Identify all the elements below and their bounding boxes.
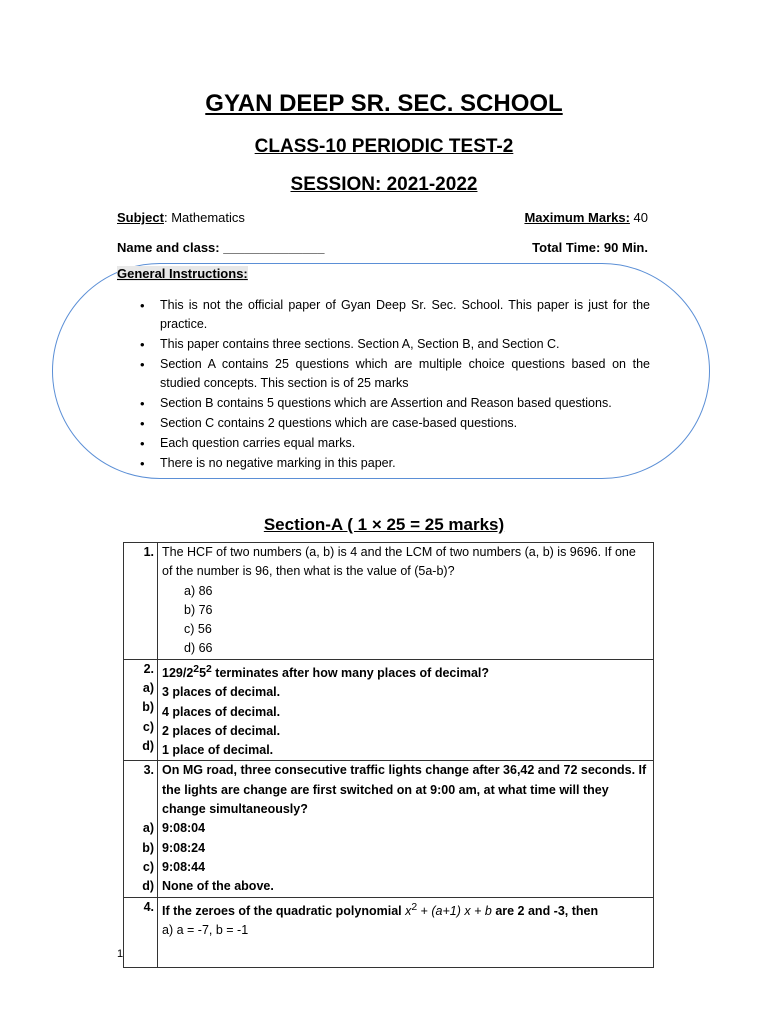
table-row <box>124 659 654 761</box>
question-option: 4 places of decimal. <box>162 704 281 719</box>
q4-variable: (a+1) x + b <box>431 903 492 918</box>
instruction-item: • Each question carries equal marks. <box>136 434 650 453</box>
q4-text-part: + <box>417 903 432 918</box>
question-option: d) 66 <box>184 641 213 656</box>
subject-value: : Mathematics <box>163 210 245 225</box>
option-label: a) <box>142 681 154 696</box>
name-class-label: Name and class <box>117 240 216 255</box>
question-number: 1. <box>124 543 158 660</box>
question-option: 2 places of decimal. <box>162 723 281 738</box>
max-marks-value: 40 <box>629 210 648 225</box>
instruction-item: • This is not the official paper of Gyan Deep Sr. Sec. School. This paper is just for the practice. <box>136 296 650 334</box>
question-option: 9:08:44 <box>162 859 206 874</box>
q2-exponent: 2 <box>193 663 200 675</box>
q4-exponent: 2 <box>411 901 418 913</box>
test-title: CLASS-10 PERIODIC TEST-2 <box>254 136 514 157</box>
question-option: None of the above. <box>162 879 274 894</box>
session-title: SESSION: 2021-2022 <box>290 174 478 195</box>
table-row <box>124 543 654 660</box>
question-option: 9:08:24 <box>162 840 206 855</box>
option-label: c) <box>142 719 154 734</box>
instruction-item: • Section A contains 25 questions which are multiple choice questions based on the studied concepts. This section is of 25 marks <box>136 355 650 393</box>
max-marks-line <box>524 210 648 225</box>
question-number: 4. <box>124 897 158 967</box>
instructions-title <box>117 266 248 281</box>
option-label: c) <box>142 859 154 874</box>
name-class-line <box>117 240 324 255</box>
instruction-item: • Section B contains 5 questions which are Assertion and Reason based questions. <box>136 394 650 413</box>
question-text: On MG road, three consecutive traffic lights change after 36,42 and 72 seconds. If the lights are change are first switched on at 9:00 am, at what time will they change simultaneously? <box>162 763 647 817</box>
question-body <box>158 543 654 660</box>
instruction-item: • There is no negative marking in this paper. <box>136 454 650 473</box>
subject-line <box>117 210 245 225</box>
instruction-item: • Section C contains 2 questions which are case-based questions. <box>136 414 650 433</box>
question-option: 9:08:04 <box>162 821 206 836</box>
q4-text-part: are 2 and -3, then <box>491 903 599 918</box>
question-option: 1 place of decimal. <box>162 743 274 758</box>
question-option: b) 76 <box>184 602 213 617</box>
instructions-title-text: General Instructions <box>117 266 244 281</box>
option-label: d) <box>142 738 154 753</box>
q2-exponent: 2 <box>206 663 212 675</box>
table-row <box>124 761 654 897</box>
question-body <box>158 761 654 897</box>
question-body <box>158 659 654 761</box>
question-number-column <box>124 761 158 897</box>
name-class-blank: : ______________ <box>215 240 325 255</box>
option-label: a) <box>142 821 154 836</box>
q2-text-part: 129/2 <box>162 665 194 680</box>
q2-text-part: 5 <box>199 665 207 680</box>
question-option: 3 places of decimal. <box>162 685 281 700</box>
q4-variable: x <box>405 903 412 918</box>
q2-text-part: terminates after how many places of decimal? <box>211 665 490 680</box>
instructions-list <box>136 296 650 474</box>
question-text <box>162 660 649 683</box>
question-number-column <box>124 659 158 761</box>
subject-label: Subject <box>117 210 164 225</box>
table-row <box>124 897 654 967</box>
total-time: Total Time: 90 Min. <box>532 240 648 255</box>
question-option: c) 56 <box>184 622 212 637</box>
question-number: 2. <box>143 661 154 676</box>
page-number: 1 <box>117 948 124 960</box>
max-marks-label: Maximum Marks: <box>524 210 630 225</box>
section-a-title: Section-A ( 1 × 25 = 25 marks) <box>263 515 505 534</box>
question-number: 3. <box>143 763 154 778</box>
school-name: GYAN DEEP SR. SEC. SCHOOL <box>205 90 563 117</box>
question-option: a) 86 <box>184 583 213 598</box>
question-body <box>158 897 654 967</box>
option-label: b) <box>142 840 154 855</box>
q4-text-part: If the zeroes of the quadratic polynomial <box>162 903 406 918</box>
questions-table <box>123 542 654 968</box>
question-option: a) a = -7, b = -1 <box>162 922 249 937</box>
question-text: The HCF of two numbers (a, b) is 4 and the LCM of two numbers (a, b) is 9696. If one of the number is 96, then what is the value of (5a-b)? <box>162 545 636 579</box>
instructions-title-colon: : <box>243 266 248 281</box>
instruction-item: • This paper contains three sections. Section A, Section B, and Section C. <box>136 335 650 354</box>
question-text <box>162 898 649 921</box>
option-label: b) <box>142 700 154 715</box>
option-label: d) <box>142 879 154 894</box>
